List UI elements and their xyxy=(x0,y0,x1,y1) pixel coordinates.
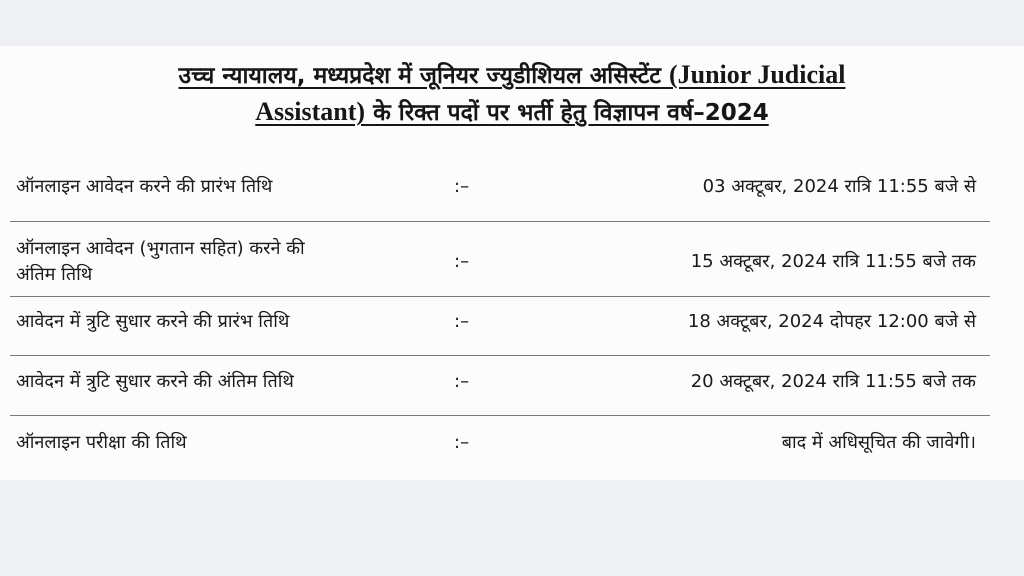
row-separator: :– xyxy=(454,371,470,392)
title-space xyxy=(661,63,669,89)
row-divider xyxy=(10,221,990,222)
row-separator: :– xyxy=(454,311,470,332)
row-separator: :– xyxy=(454,432,470,453)
row-value: 15 अक्टूबर, 2024 रात्रि 11:55 बजे तक xyxy=(690,251,976,272)
row-label-line-1: ऑनलाइन आवेदन (भुगतान सहित) करने की xyxy=(16,238,305,259)
row-divider xyxy=(10,355,990,356)
title-line-1-devanagari: उच्च न्यायालय, मध्यप्रदेश में जूनियर ज्युडीशियल असिस्टेंट xyxy=(178,63,661,89)
title-line-2-devanagari: के रिक्त पदों पर भर्ती हेतु विज्ञापन वर्ष–2024 xyxy=(373,100,769,126)
row-label-line-2: अंतिम तिथि xyxy=(16,264,93,285)
title-line-1 xyxy=(0,57,1024,94)
title-line-2 xyxy=(0,94,1024,131)
row-value: 03 अक्टूबर, 2024 रात्रि 11:55 बजे से xyxy=(702,176,976,197)
row-separator: :– xyxy=(454,251,470,272)
row-label: आवेदन में त्रुटि सुधार करने की प्रारंभ तिथि xyxy=(16,311,290,332)
title-line-2-latin: Assistant) xyxy=(255,97,366,126)
row-divider xyxy=(10,415,990,416)
row-value: 18 अक्टूबर, 2024 दोपहर 12:00 बजे से xyxy=(687,311,976,332)
row-label: ऑनलाइन आवेदन करने की प्रारंभ तिथि xyxy=(16,176,273,197)
row-value: 20 अक्टूबर, 2024 रात्रि 11:55 बजे तक xyxy=(690,371,976,392)
title-line-1-latin: (Junior Judicial xyxy=(668,60,846,89)
row-label: आवेदन में त्रुटि सुधार करने की अंतिम तिथि xyxy=(16,371,294,392)
title-space xyxy=(365,100,373,126)
row-value: बाद में अधिसूचित की जावेगी। xyxy=(781,432,976,453)
row-label xyxy=(16,236,446,288)
row-divider xyxy=(10,296,990,297)
document-title xyxy=(0,57,1024,131)
row-separator: :– xyxy=(454,176,470,197)
row-label: ऑनलाइन परीक्षा की तिथि xyxy=(16,432,187,453)
